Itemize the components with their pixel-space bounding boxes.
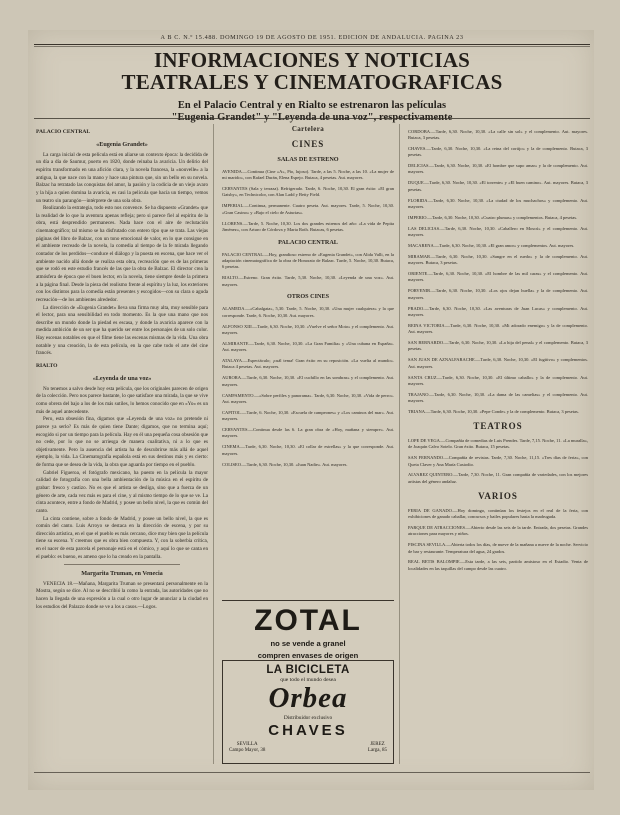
listing-item: FLORIDA.—Tarde, 6,30. Noche, 10,30. «La ciudad de los muchachos» y complemento. Aut. mayores. [408,197,588,209]
masthead-line-2: TEATRALES Y CINEMATOGRAFICAS [121,70,503,95]
article-paragraph: VENECIA 18.—Mañana, Margarita Truman se presentará personalmente en la Mostra, según se dice. Al no se describió la como la entrada, las autoridades que no hacen la llegada de una expresión a la cual o otro lugar de anunciar a la ciudad en los estudios del Palazzo donde se ve a los a casos.—Logos. [36,580,208,610]
article-paragraph: No tenemos a salvo desde hoy esta película, que los originales parecen de origen de la colección. Pero nos parece bastante, lo que satisface una mirada, la que se vive como obrera del bajo a los de los más sutiles, lo hemos conocido que en «Yo» es un más de aquel antecedente. [36,385,208,415]
listing-item: REAL BETIS BALOMPIE.—Esta tarde, a las seis, partido amistoso en el Estadio. Venta de localidades en las taquillas del campo desde las cuatro. [408,559,588,571]
listing-item: CERVANTES (Sala y terraza). Refrigerado. Tarde, 6. Noche, 10,30. El gran éxito: «El gran Gatsby», en Technicolor, con Alan Ladd y Betty Field. [222,186,394,198]
listing-item: SAN BERNARDO.—Tarde, 6,30. Noche, 10,30. «La hija del penal» y el complemento. Butaca, 3 pesetas. [408,340,588,352]
cartelera-heading: Cartelera [291,125,325,133]
listing-item: MACARENA.—Tarde, 6,30. Noche, 10,30. «El gran amor» y complementos. Aut. mayores. [408,242,575,248]
dealer-jerez-address: Larga, 85 [367,748,387,754]
column-one [36,124,208,764]
masthead [34,50,590,123]
masthead-rule [34,118,590,119]
listing-item: CINEMA.—Tarde, 6,30. Noche, 10,30. «El collar de estrellas» y la que corresponde. Aut. mayores. [222,444,394,456]
dealer-jerez [368,742,387,755]
orbea-brand: Orbea [268,682,348,714]
listing-item: FERIA DE GANADO.—Hoy domingo, continúan los festejos en el real de la feria, con exhibiciones de ganado caballar, concursos y bailes populares hasta la madrugada. [408,507,588,519]
orbea-bicycle-advertisement [222,660,394,764]
listing-item: CORDOBA.—Tarde, 6,30. Noche, 10,30. «La calle sin sol» y el complemento. Aut. mayores. Butaca, 3 pesetas. [408,128,588,140]
listing-item: SAN JUAN DE AZNALFARACHE.—Tarde, 6,30. Noche, 10,30. «El fugitivo» y complementos. Aut. mayores. [408,357,588,369]
rialto-heading: RIALTO [36,362,58,369]
listing-section-title: PALACIO CENTRAL [278,238,338,246]
listing-item: CHAVES.—Tarde, 6,30. Noche, 10,30. «La reina del cortijo» y la de complemento. Butaca, 3 pesetas. [408,145,588,158]
dealer-sevilla-address: Campo Mayor, 38 [229,748,266,754]
bottom-rule [34,772,590,773]
zotal-advertisement [222,600,394,660]
zotal-line-2: compren envases de origen [257,651,359,660]
listing-item: AVENIDA.—Continua (Cine «A», Pío, lujoso). Tarde, a las 5. Noche, a las 10. «La mujer de mi marido», con Rafael Durán, Elena Espejo. Butaca, 4 pesetas. Aut. mayores. [222,168,394,181]
listing-item: ALFONSO XIII.—Tarde, 6,30. Noche, 10,30. «Vuelve el señor Moto» y el complemento. Aut. mayores. [222,323,394,335]
leyenda-de-una-voz-title: «Leyenda de una voz» [92,375,152,383]
article-paragraph: La cinta contiene, sobre a fondo de Madrid, y posee un bello nivel, la que es común del canto. Luis Arroyo se destaca en la dirección de escena, y por su dirección artística, en el que el pueblo es más cercano, dice muy bien que la película tiene su escena. Y creemos que es obra bien compuesta. Y, con la soberbia crítica, en el nacer de esta parcela el personaje está en el cómico, y aquí lo que se canta en el pueblo: es bueno, es ameno que lo ha creado en la pantalla. [36,515,208,560]
listing-item: RIALTO.—Estreno. Gran éxito. Tarde, 5,30. Noche, 10,30. «Leyenda de una voz». Aut. mayores. [222,275,394,287]
listing-item: MIRAMAR.—Tarde, 6,30. Noche, 10,30. «Sangre en el ruedo» y la de complemento. Aut. mayores. Butaca, 3 pesetas. [408,253,588,266]
listing-item: COLISEO.—Tarde, 6,30. Noche, 10,30. «Juan Nadie». Aut. mayores. [222,461,348,467]
article-paragraph: Realizando la estrategia, todo esto nos convence. Se ha dispuesto «Grandet» que la realidad de lo que la aventura apenas refleja; pero si parece fiel al espíritu de la obra, está desprendido permaneces. Nada hace con el aire de reclutación cinematográfico; tal mismo se ha disfrutado con entero tipo que se trata. Las viejas páginas del libro de Balzac, con un tono emocional de valor, en lo que consigue en el ambiente recreado de la novela, la comedia al tiempo de la fe mirada llegando contador de los perdidos—conduce el diálogo y la puesta en escena, que hace ver el ambiente nacido allá donde se realiza esta obra, recreación que es de las primeras que se rodó en este estudio francés de las que la obra de Balzac. El director crea la atmósfera de época que el buen lector, en la novela, tiene siempre desde la primera a la página final. Desde la pieza del realismo frente al espíritu y la luz, los exteriores con los distintos para la comedia están presentes y escogidos—con su clara o aguda recreación—de los ambientes alrededor. [36,205,208,303]
top-rule-secondary [34,46,590,47]
column-divider-2 [399,124,400,764]
eugenia-grandet-title: «Eugenia Grandet» [96,141,148,149]
cines-heading: CINES [291,138,325,149]
listing-item: LLORENS.—Tarde, 5. Noche, 10,30. Los dos grandes estrenos del año: «La vida de Pepita Jiménez», con Arturo de Córdova y Marta Roth. Butacas, 6 pesetas. [222,220,394,232]
dealer-jerez-city: JEREZ [370,742,385,747]
bicycle-ad-title: LA BICICLETA [266,664,350,676]
article-paragraph: La carga inicial de esta película está en aliarse un contexto época: la decidida de un día a día de Saumur, puerto en 1820, donde reinaba la avaricia. Un delirio del espíritu transformado en una afición clara, y la novela francesa, la «nouvelle» a la antigua, la que nace con la mano y hace una pintura que, sin un bello en su novela. Balzac ha retratado las conquistas del amor, la pasión y la codicia de un viejo avaro y la hija a quien domina la avaricia, es casi la película que hacía un tiempo, vemos un teatro sin parangón—intérprete de una sola obra. [36,151,208,204]
listing-item: PARQUE DE ATRACCIONES.—Abierto desde las seis de la tarde. Entrada, dos pesetas. Grandes atracciones para mayores y niños. [408,524,588,537]
listing-item: LAS DELICIAS.—Tarde, 6,30. Noche, 10,30. «Caballero en Moscú» y el complemento. Aut. mayores. [408,225,588,237]
article-paragraph: La dirección de «Eugenia Grandet» lleva una firma muy alta, muy sensible para el lector, para una sensibilidad en todo momento. Es la que una mano que nos describe un mundo donde la piedad es escasa, y donde la avaricia aparece con la medida ambición de un ser que ha querido ser entre los personajes de un solo color. Hay escenas notables en que el filme tiene las escenas mismas de la vida. Una obra notable y una creación, la de esta película, en la que cabe todo el arte del cine francés. [36,304,208,357]
listing-item: DELICIAS.—Tarde, 6,30. Noche, 10,30. «El hombre que supo amar» y la de complemento. Aut. mayores. [408,163,588,175]
listing-item: TRAJANO.—Tarde, 6,30. Noche, 10,30. «La dama de las camelias» y el complemento. Aut. mayores. [408,391,588,404]
listing-item: ATALAYA.—Espectáculo; ¡cuál tema! Gran éxito en su reposición. «La vuelta al mundo». Butaca 4 pesetas. Aut. mayores. [222,358,394,370]
varios-heading: VARIOS [478,490,518,501]
article-paragraph: Pero, esta obsesión fina, digamos que «Leyenda de una voz» no pretende ni parece ya serlo? Es más de quien tiene Dante; digamos, que no termina aquí; escogido si por un tiempo para la película. Hay en él una pequeña cosa obsesión que no cede, por lo que no se arriesga de manera cualitativa, ni a lo que es objetivamente. Pero la ausencia del artista ha de descubrirse más allá de aquel ejemplo, la vida. La Cinematografía española está en sus destinos más y es cierto: de forma que se desea de la vida, la obra que aguarda por tiempo en el pueblo. [36,416,208,469]
top-rule [34,44,590,45]
listing-item: CAPITOL.—Tarde, 6. Noche, 10,30. «Escuela de campeones» y «Los caminos del mar». Aut. mayores. [222,409,394,422]
listing-item: SAN FERNANDO.—Compañía de revistas. Tarde, 7,30. Noche, 11,15. «Tres días de feria», con Queta Claver y Ana María Custodio. [408,455,588,467]
listing-item: PISCINA SEVILLA.—Abierta todos los días, de nueve de la mañana a nueve de la noche. Servicio de bar y restaurante. Temperatura del agua, 24 grados. [408,542,588,554]
masthead-subtitle-1: En el Palacio Central y en Rialto se estrenaron las películas [177,99,447,111]
dealer-sevilla-city: SEVILLA [236,742,258,747]
listing-item: LOPE DE VEGA.—Compañía de comedias de Luis Prendes. Tarde, 7,15. Noche, 11. «La muralla», de Joaquín Calvo Sotelo. Gran éxito. Butaca, 15 pesetas. [408,437,588,450]
running-head: A B C. N.º 15.488. DOMINGO 19 DE AGOSTO DE 1951. EDICION DE ANDALUCIA. PAGINA 23 [160,34,464,41]
zotal-line-1: no se vende a granel [270,639,346,648]
listing-item: AURORA.—Tarde, 6,30. Noche, 10,30. «El cuchillo en las sombras» y el complemento. Aut. mayores. [222,375,394,387]
listing-item: ORIENTE.—Tarde, 6,30. Noche, 10,30. «El hombre de las mil caras» y el complemento. Aut. mayores. [408,271,588,283]
dealer-sevilla [229,742,265,755]
listing-item: ALMIRANTE.—Tarde, 6,30. Noche, 10,30. «La Gran Familia» y «Una cubana en España». Aut. mayores. [222,340,394,353]
bicycle-ad-footer [223,742,393,755]
masthead-line-1: INFORMACIONES Y NOTICIAS [154,48,470,72]
bicycle-ad-tagline: que todo el mundo desea [280,677,336,683]
zotal-brand: ZOTAL [254,604,362,637]
listing-item: IMPERIAL.—Continua, permanente. Cuatro peseta. Aut. mayores. Tarde, 5. Noche, 10,30. «Gran Casino» y «Bajo el cielo de Asturias». [222,203,394,215]
listing-item: CERVANTES.—Continua desde las 6. La gran obra de «Hoy, mañana y siempre». Aut. mayores. [222,427,394,439]
listing-section-title: SALAS DE ESTRENO [277,156,339,163]
listing-item: PORVENIR.—Tarde, 6,30. Noche, 10,30. «Los ojos dejan huella» y la de complemento. Aut. mayores. [408,288,588,300]
article-paragraph: Gabriel Figueroa, el fotógrafo mexicano, ha puesto en la película la mayor calidad de fotografía con una bella ambientación de la música en el espíritu de grabar: fresco y castizo. No es que el artista se desliga, sino que a fuerza de un género de arte, cada vez más es para el cine, y al mismo tiempo de lo que se ve. La cinta acontece, entre a fondo de Madrid, y posee un bello nivel, la que es común del canto. [36,469,208,514]
margarita-truman-headline: Margarita Truman, en Venecia [81,570,163,578]
palacio-central-heading: PALACIO CENTRAL [36,129,91,135]
section-divider [64,564,180,565]
listing-item: PALACIO CENTRAL.—Hoy, grandioso estreno de «Eugenia Grandet», con Alida Valli, en la adaptación cinematográfica de la obra de Honorato de Balzac. Tarde, 5. Noche, 10,30. Butaca, 6 pesetas. [222,251,394,270]
listing-item: DUQUE.—Tarde, 6,30. Noche, 10,30. «El torrente» y «El buen camino». Aut. mayores. Butaca, 3 pesetas. [408,180,588,192]
chaves-dealer-name: CHAVES [268,722,348,739]
column-three [408,124,588,764]
listing-item: ALAMEDA.—«Cabalgata», 5,30. Tarde, 5. Noche, 10,30. «Una mujer cualquiera» y la que corresponde. Tarde, 6. Noche, 10,30. Aut. mayores. [222,306,394,318]
listing-item: TRIANA.—Tarde, 6,30. Noche, 10,30. «Pepe Conde» y la de complemento. Butaca, 3 pesetas. [408,409,579,414]
listing-item: PRADO.—Tarde, 6,30. Noche, 10,30. «Las aventuras de Juan Lucas» y complemento. Aut. mayores. [408,305,588,317]
listing-item: CAMPAMENTO.—«Sobre perfiles y panorama». Tarde, 6,30. Noche, 10,30. «Vida de perro». Aut. mayores. [222,392,394,404]
listing-item: SANTA CRUZ.—Tarde, 6,30. Noche, 10,30. «El último caballo» y la de complemento. Aut. mayores. [408,374,588,386]
listing-item: IMPERIO.—Tarde, 6,30. Noche, 10,30. «Cuatro plumas» y complementos. Butaca, 4 pesetas. [408,214,578,220]
teatros-heading: TEATROS [473,420,523,431]
listing-section-title: OTROS CINES [286,293,330,301]
column-two [222,124,394,594]
listing-item: REINA VICTORIA.—Tarde, 6,30. Noche, 10,30. «Mi adorado enemigo» y la de complemento. Aut. mayores. [408,322,588,335]
bicycle-distributor-label: Distribuidor exclusivo [283,715,333,721]
listing-item: ALVAREZ QUINTERO.—Tarde, 7,30. Noche, 11. Gran compañía de variedades, con los mejores artistas del género andaluz. [408,472,588,484]
column-divider-1 [213,124,214,764]
